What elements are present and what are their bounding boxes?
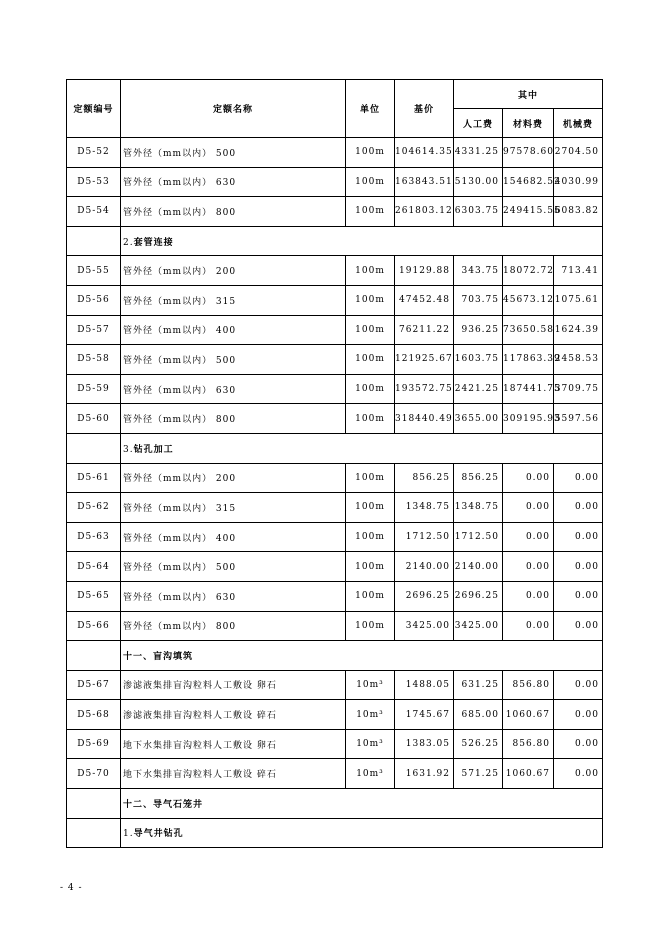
row-machine: 713.41 [554,256,603,286]
header-of-which: 其中 [454,80,603,109]
row-material: 117863.39 [503,345,554,375]
table-row [67,463,603,493]
section-title [121,789,603,819]
row-machine: 2704.50 [554,138,603,168]
row-name: 管外径（mm以内） 500 [121,552,346,582]
row-unit: 100m [346,197,395,227]
row-base-price: 163843.51 [395,167,454,197]
row-labor: 2696.25 [454,581,503,611]
header-material: 材料费 [503,109,554,138]
row-base-price: 856.25 [395,463,454,493]
table-row [67,285,603,315]
row-code: D5-61 [67,463,121,493]
row-machine: 0.00 [554,670,603,700]
header-base-price: 基价 [395,80,454,138]
row-unit: 10m³ [346,700,395,730]
row-machine: 4030.99 [554,167,603,197]
row-name: 管外径（mm以内） 500 [121,345,346,375]
row-name: 管外径（mm以内） 400 [121,522,346,552]
row-material: 45673.12 [503,285,554,315]
row-machine: 0.00 [554,581,603,611]
row-material: 856.80 [503,729,554,759]
table-row [67,552,603,582]
row-code: D5-54 [67,197,121,227]
header-name: 定额名称 [121,80,346,138]
table-row [67,256,603,286]
row-name: 管外径（mm以内） 200 [121,256,346,286]
row-code: D5-67 [67,670,121,700]
row-unit: 100m [346,138,395,168]
table-row [67,670,603,700]
row-code: D5-53 [67,167,121,197]
row-labor: 2421.25 [454,374,503,404]
section-label: 十一、盲沟填筑 [123,651,194,662]
row-base-price: 193572.75 [395,374,454,404]
row-unit: 100m [346,611,395,641]
row-code: D5-56 [67,285,121,315]
table-row [67,167,603,197]
section-title [121,641,603,671]
row-labor: 5130.00 [454,167,503,197]
row-code: D5-64 [67,552,121,582]
section-label: 套管连接 [133,237,174,248]
section-number: 3. [123,444,134,455]
section-number: 2. [123,237,134,248]
row-code: D5-59 [67,374,121,404]
table-row [67,374,603,404]
row-material: 154682.52 [503,167,554,197]
row-material: 18072.72 [503,256,554,286]
row-unit: 100m [346,404,395,434]
table-body [67,138,603,848]
row-material: 0.00 [503,581,554,611]
row-material: 856.80 [503,670,554,700]
row-base-price: 1631.92 [395,759,454,789]
row-material: 0.00 [503,611,554,641]
row-machine: 5597.56 [554,404,603,434]
row-machine: 1624.39 [554,315,603,345]
row-material: 249415.55 [503,197,554,227]
row-code: D5-58 [67,345,121,375]
row-labor: 4331.25 [454,138,503,168]
row-name: 地下水集排盲沟粒料人工敷设 卵石 [121,729,346,759]
row-unit: 10m³ [346,729,395,759]
row-machine: 1075.61 [554,285,603,315]
row-machine: 0.00 [554,552,603,582]
row-name: 管外径（mm以内） 800 [121,197,346,227]
row-unit: 10m³ [346,670,395,700]
row-name: 管外径（mm以内） 500 [121,138,346,168]
row-name: 管外径（mm以内） 630 [121,581,346,611]
header-unit: 单位 [346,80,395,138]
section-label: 钻孔加工 [133,444,174,455]
row-base-price: 1712.50 [395,522,454,552]
row-unit: 100m [346,463,395,493]
table-row [67,522,603,552]
row-name: 管外径（mm以内） 800 [121,611,346,641]
row-labor: 1603.75 [454,345,503,375]
row-base-price: 1383.05 [395,729,454,759]
row-material: 73650.58 [503,315,554,345]
row-base-price: 76211.22 [395,315,454,345]
row-base-price: 261803.12 [395,197,454,227]
row-material: 0.00 [503,493,554,523]
table-row [67,404,603,434]
row-unit: 100m [346,345,395,375]
row-machine: 0.00 [554,611,603,641]
row-unit: 100m [346,581,395,611]
row-base-price: 1488.05 [395,670,454,700]
section-code-cell [67,226,121,256]
row-base-price: 1745.67 [395,700,454,730]
section-row [67,641,603,671]
row-name: 地下水集排盲沟粒料人工敷设 碎石 [121,759,346,789]
row-name: 管外径（mm以内） 400 [121,315,346,345]
row-base-price: 1348.75 [395,493,454,523]
table-row [67,315,603,345]
row-unit: 100m [346,522,395,552]
row-name: 管外径（mm以内） 630 [121,167,346,197]
section-code-cell [67,818,121,848]
row-labor: 3425.00 [454,611,503,641]
section-title [121,433,603,463]
row-unit: 100m [346,552,395,582]
row-unit: 100m [346,285,395,315]
row-code: D5-63 [67,522,121,552]
section-row [67,433,603,463]
row-machine: 0.00 [554,729,603,759]
row-labor: 343.75 [454,256,503,286]
section-title [121,226,603,256]
header-code: 定额编号 [67,80,121,138]
row-code: D5-60 [67,404,121,434]
row-material: 1060.67 [503,759,554,789]
row-name: 管外径（mm以内） 200 [121,463,346,493]
row-machine: 0.00 [554,700,603,730]
row-labor: 2140.00 [454,552,503,582]
row-machine: 0.00 [554,522,603,552]
row-material: 0.00 [503,463,554,493]
quota-table [66,79,603,848]
row-machine: 0.00 [554,493,603,523]
row-base-price: 104614.35 [395,138,454,168]
row-labor: 685.00 [454,700,503,730]
row-code: D5-55 [67,256,121,286]
section-row [67,818,603,848]
row-labor: 1348.75 [454,493,503,523]
section-title [121,818,603,848]
row-labor: 571.25 [454,759,503,789]
row-unit: 100m [346,493,395,523]
row-machine: 6083.82 [554,197,603,227]
row-code: D5-52 [67,138,121,168]
row-code: D5-66 [67,611,121,641]
row-base-price: 3425.00 [395,611,454,641]
row-machine: 3709.75 [554,374,603,404]
row-unit: 100m [346,374,395,404]
section-code-cell [67,789,121,819]
section-code-cell [67,433,121,463]
row-material: 309195.93 [503,404,554,434]
row-base-price: 2696.25 [395,581,454,611]
row-labor: 936.25 [454,315,503,345]
row-code: D5-62 [67,493,121,523]
row-labor: 3655.00 [454,404,503,434]
row-code: D5-70 [67,759,121,789]
table-row [67,581,603,611]
table-row [67,759,603,789]
row-material: 0.00 [503,552,554,582]
row-machine: 2458.53 [554,345,603,375]
row-code: D5-69 [67,729,121,759]
row-base-price: 2140.00 [395,552,454,582]
row-name: 管外径（mm以内） 800 [121,404,346,434]
row-name: 管外径（mm以内） 315 [121,285,346,315]
table-row [67,138,603,168]
row-labor: 856.25 [454,463,503,493]
table-row [67,493,603,523]
row-unit: 10m³ [346,759,395,789]
row-code: D5-68 [67,700,121,730]
header-machine: 机械费 [554,109,603,138]
row-name: 渗滤液集排盲沟粒料人工敷设 碎石 [121,700,346,730]
row-material: 97578.60 [503,138,554,168]
row-unit: 100m [346,167,395,197]
row-base-price: 47452.48 [395,285,454,315]
row-machine: 0.00 [554,463,603,493]
row-labor: 526.25 [454,729,503,759]
row-machine: 0.00 [554,759,603,789]
row-unit: 100m [346,256,395,286]
section-label: 导气井钻孔 [133,829,184,840]
section-row [67,789,603,819]
row-base-price: 318440.49 [395,404,454,434]
row-labor: 703.75 [454,285,503,315]
table-row [67,700,603,730]
row-labor: 1712.50 [454,522,503,552]
section-row [67,226,603,256]
section-label: 十二、导气石笼井 [123,799,204,810]
row-labor: 6303.75 [454,197,503,227]
header-labor: 人工费 [454,109,503,138]
table-row [67,197,603,227]
page-number: - 4 - [60,883,83,893]
table-row [67,611,603,641]
row-name: 渗滤液集排盲沟粒料人工敷设 卵石 [121,670,346,700]
row-code: D5-65 [67,581,121,611]
table-row [67,345,603,375]
row-unit: 100m [346,315,395,345]
table-row [67,729,603,759]
section-code-cell [67,641,121,671]
row-name: 管外径（mm以内） 630 [121,374,346,404]
row-code: D5-57 [67,315,121,345]
row-material: 187441.75 [503,374,554,404]
row-base-price: 121925.67 [395,345,454,375]
row-name: 管外径（mm以内） 315 [121,493,346,523]
row-labor: 631.25 [454,670,503,700]
section-number: 1. [123,829,134,840]
row-material: 0.00 [503,522,554,552]
row-base-price: 19129.88 [395,256,454,286]
row-material: 1060.67 [503,700,554,730]
